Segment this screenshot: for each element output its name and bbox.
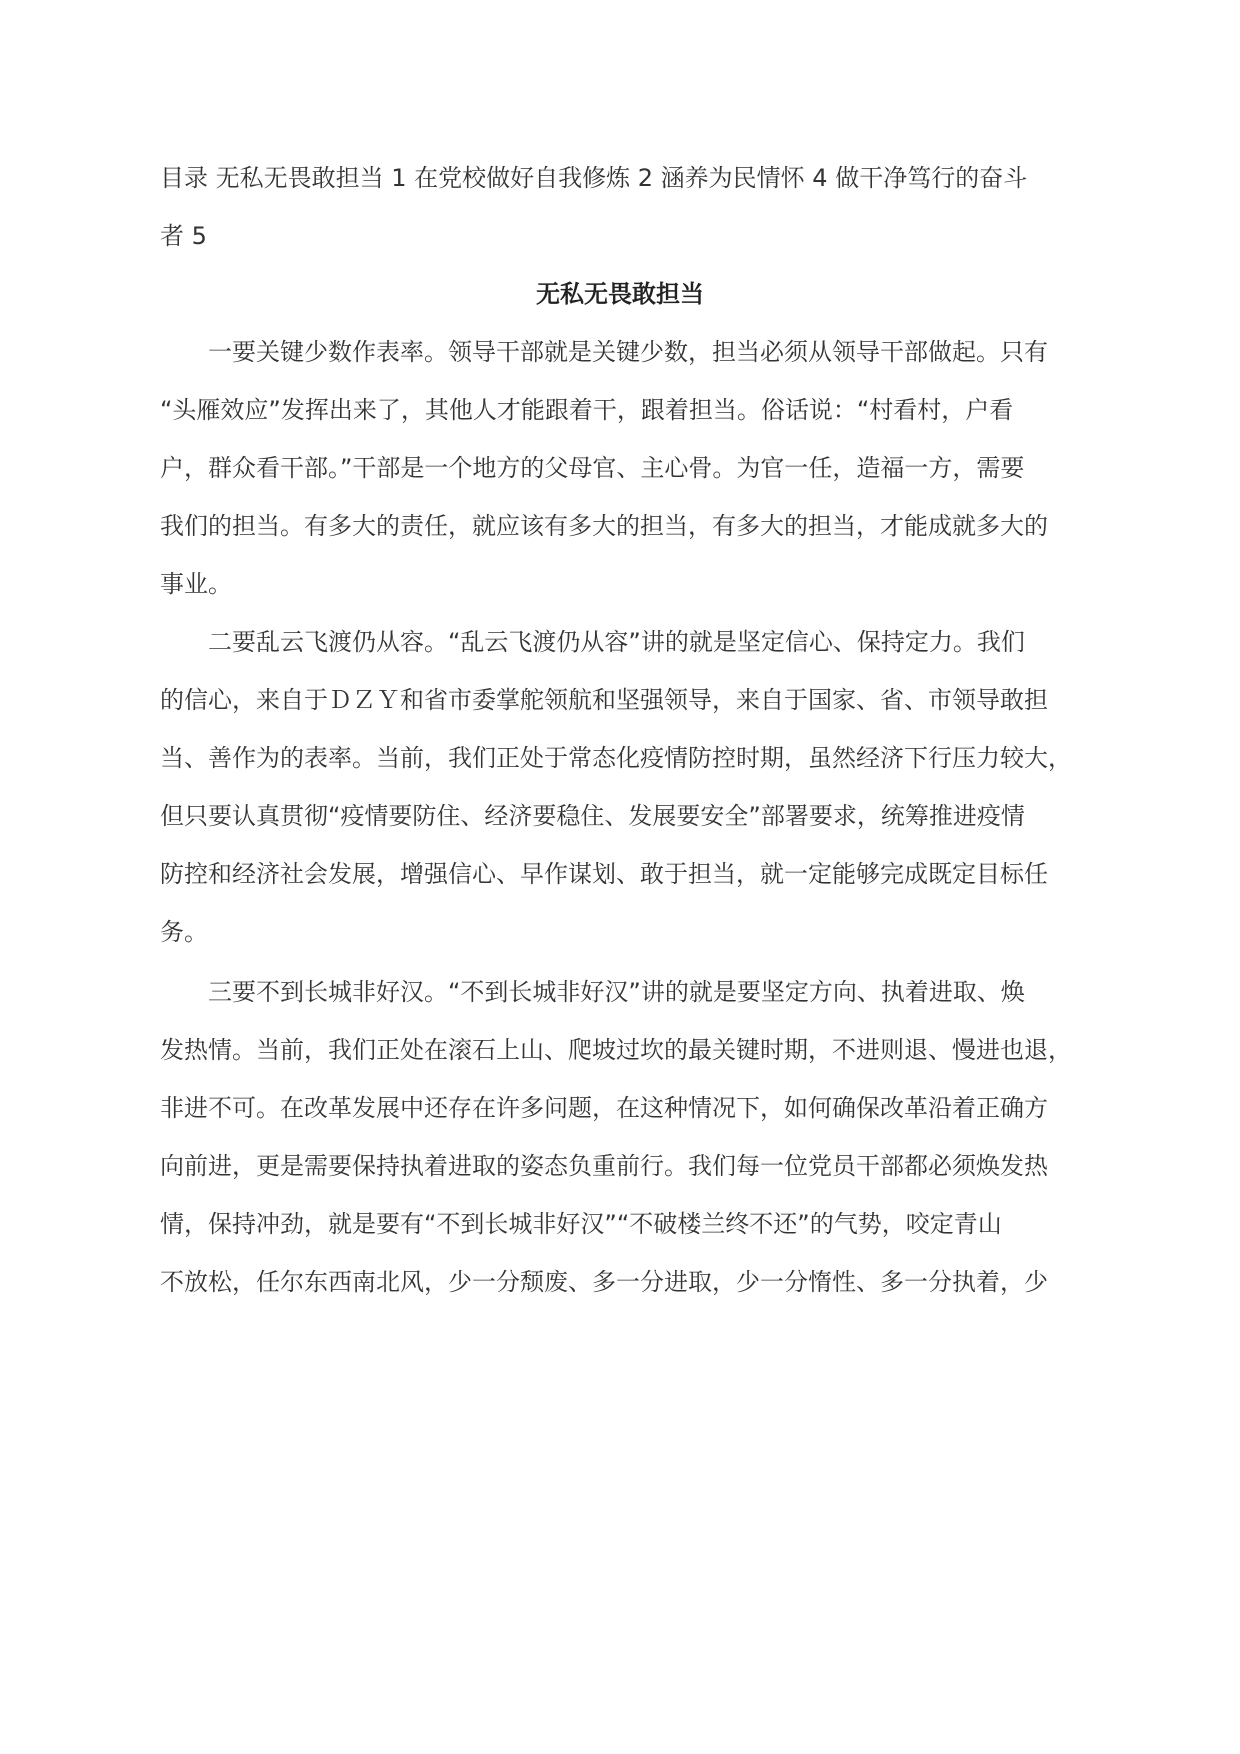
paragraph-line: 非进不可。在改革发展中还存在许多问题，在这种情况下，如何确保改革沿着正确方 — [160, 1094, 1048, 1122]
paragraph-line: 不放松，任尔东西南北风，少一分颓废、多一分进取，少一分惰性、多一分执着，少 — [160, 1268, 1048, 1296]
paragraph-line: 事业。 — [160, 570, 232, 598]
toc-line-1: 目录 无私无畏敢担当 1 在党校做好自我修炼 2 涵养为民情怀 4 做干净笃行的奋斗 — [160, 164, 1028, 192]
paragraph-line: 的信心，来自于ＤＺＹ和省市委掌舵领航和坚强领导，来自于国家、省、市领导敢担 — [160, 686, 1048, 714]
paragraph-line: 防控和经济社会发展，增强信心、早作谋划、敢于担当，就一定能够完成既定目标任 — [160, 860, 1048, 888]
paragraph-line: 但只要认真贯彻“疫情要防住、经济要稳住、发展要安全”部署要求，统筹推进疫情 — [160, 802, 1025, 830]
paragraph-line: 二要乱云飞渡仍从容。“乱云飞渡仍从容”讲的就是坚定信心、保持定力。我们 — [208, 628, 1025, 656]
paragraph-line: 一要关键少数作表率。领导干部就是关键少数，担当必须从领导干部做起。只有 — [208, 338, 1048, 366]
paragraph-line: 我们的担当。有多大的责任，就应该有多大的担当，有多大的担当，才能成就多大的 — [160, 512, 1048, 540]
section-title: 无私无畏敢担当 — [536, 280, 704, 308]
paragraph-line: 情，保持冲劲，就是要有“不到长城非好汉”“不破楼兰终不还”的气势，咬定青山 — [160, 1210, 1002, 1238]
paragraph-line: 发热情。当前，我们正处在滚石上山、爬坡过坎的最关键时期，不进则退、慢进也退， — [160, 1036, 1072, 1064]
paragraph-line: 三要不到长城非好汉。“不到长城非好汉”讲的就是要坚定方向、执着进取、焕 — [208, 978, 1025, 1006]
paragraph-line: 务。 — [160, 918, 208, 946]
toc-line-2: 者 5 — [160, 222, 207, 250]
paragraph-line: 户，群众看干部。”干部是一个地方的父母官、主心骨。为官一任，造福一方，需要 — [160, 454, 1025, 482]
paragraph-line: 向前进，更是需要保持执着进取的姿态负重前行。我们每一位党员干部都必须焕发热 — [160, 1152, 1048, 1180]
paragraph-line: 当、善作为的表率。当前，我们正处于常态化疫情防控时期，虽然经济下行压力较大， — [160, 744, 1072, 772]
paragraph-line: “头雁效应”发挥出来了，其他人才能跟着干，跟着担当。俗话说：“村看村，户看 — [160, 396, 1014, 424]
